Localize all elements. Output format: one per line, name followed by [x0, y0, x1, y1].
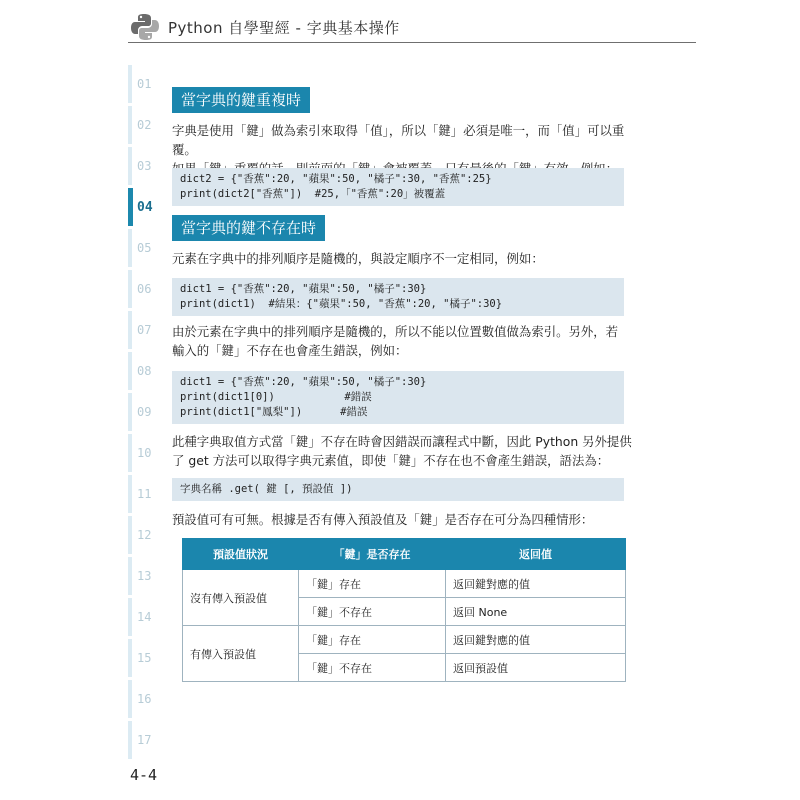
paragraph-2: [172, 249, 632, 268]
code-line: dict2 = {"香蕉":20, "蘋果":50, "橘子":30, "香蕉":25}: [180, 173, 492, 185]
chapter-tab-label: 17: [137, 733, 152, 747]
table-header-cell: 返回值: [446, 539, 626, 570]
table-group-label: 有傳入預設值: [183, 626, 299, 682]
code-line: print(dict2["香蕉"]) #25,「"香蕉":20」被覆蓋: [180, 188, 446, 200]
chapter-tab-label: 08: [137, 364, 152, 378]
section-heading-duplicate-keys: 當字典的鍵重複時: [172, 87, 310, 113]
table-group-label: 沒有傳入預設值: [183, 570, 299, 626]
chapter-tab-13[interactable]: [128, 557, 158, 595]
chapter-tab-label: 03: [137, 159, 152, 173]
code-line: print(dict1) #結果：{"蘋果":50, "香蕉":20, "橘子":30}: [180, 298, 503, 310]
chapter-tab-label: 04: [137, 200, 153, 215]
chapter-tab-03[interactable]: [128, 147, 158, 185]
chapter-tab-14[interactable]: [128, 598, 158, 636]
chapter-tab-15[interactable]: [128, 639, 158, 677]
chapter-tab-label: 16: [137, 692, 152, 706]
paragraph-line: 字典是使用「鍵」做為索引來取得「值」，所以「鍵」必須是唯一，而「值」可以重覆。: [172, 123, 625, 157]
code-block-2: [172, 278, 624, 316]
paragraph-line: 輸入的「鍵」不存在也會產生錯誤，例如：: [172, 343, 408, 358]
code-line: dict1 = {"香蕉":20, "蘋果":50, "橘子":30}: [180, 283, 427, 295]
chapter-tab-label: 10: [137, 446, 152, 460]
chapter-tab-07[interactable]: [128, 311, 158, 349]
table-row: [183, 626, 626, 654]
header-title: Python 自學聖經 - 字典基本操作: [168, 19, 400, 37]
code-line: print(dict1["鳳梨"]) #錯誤: [180, 406, 368, 418]
get-method-table: [182, 538, 626, 682]
python-logo-icon: [130, 12, 160, 42]
chapter-tab-11[interactable]: [128, 475, 158, 513]
code-line: 字典名稱 .get( 鍵 [, 預設值 ]): [180, 483, 353, 495]
chapter-tab-16[interactable]: [128, 680, 158, 718]
code-block-1: [172, 168, 624, 206]
chapter-tabs: [128, 65, 158, 762]
table-cell: 「鍵」不存在: [299, 598, 446, 626]
code-block-3: [172, 371, 624, 424]
chapter-tab-label: 12: [137, 528, 152, 542]
chapter-tab-08[interactable]: [128, 352, 158, 390]
chapter-tab-04[interactable]: [128, 188, 158, 226]
paragraph-4: [172, 432, 632, 470]
table-cell: 「鍵」存在: [299, 570, 446, 598]
chapter-tab-label: 13: [137, 569, 152, 583]
table-cell: 返回 None: [446, 598, 626, 626]
table-cell: 返回鍵對應的值: [446, 626, 626, 654]
table-cell: 「鍵」不存在: [299, 654, 446, 682]
page-number: 4-4: [130, 766, 158, 784]
table-header-cell: 預設值狀況: [183, 539, 299, 570]
table-cell: 返回鍵對應的值: [446, 570, 626, 598]
table-cell: 「鍵」存在: [299, 626, 446, 654]
chapter-tab-12[interactable]: [128, 516, 158, 554]
code-line: print(dict1[0]) #錯誤: [180, 391, 372, 403]
chapter-tab-label: 15: [137, 651, 152, 665]
code-block-syntax: [172, 478, 624, 501]
table-cell: 返回預設值: [446, 654, 626, 682]
table-header-row: [183, 539, 626, 570]
page-header: [128, 10, 696, 43]
paragraph-line: 元素在字典中的排列順序是隨機的，與設定順序不一定相同，例如：: [172, 251, 544, 266]
chapter-tab-label: 09: [137, 405, 152, 419]
chapter-tab-06[interactable]: [128, 270, 158, 308]
paragraph-line: 預設值可有可無。根據是否有傳入預設值及「鍵」是否存在可分為四種情形：: [172, 512, 594, 527]
table-row: [183, 570, 626, 598]
paragraph-line: 此種字典取值方式當「鍵」不存在時會因錯誤而讓程式中斷，因此 Python 另外提供: [172, 434, 632, 449]
chapter-tab-label: 02: [137, 118, 152, 132]
paragraph-5: [172, 510, 632, 529]
chapter-tab-05[interactable]: [128, 229, 158, 267]
chapter-tab-01[interactable]: [128, 65, 158, 103]
chapter-tab-09[interactable]: [128, 393, 158, 431]
chapter-tab-label: 11: [137, 487, 152, 501]
chapter-tab-label: 07: [137, 323, 152, 337]
chapter-tab-label: 06: [137, 282, 152, 296]
chapter-tab-label: 05: [137, 241, 152, 255]
paragraph-3: [172, 322, 632, 360]
paragraph-line: 由於元素在字典中的排列順序是隨機的，所以不能以位置數值做為索引。另外，若: [172, 324, 619, 339]
code-line: dict1 = {"香蕉":20, "蘋果":50, "橘子":30}: [180, 376, 427, 388]
paragraph-line: 了 get 方法可以取得字典元素值，即使「鍵」不存在也不會產生錯誤，語法為：: [172, 453, 610, 468]
table-header-cell: 「鍵」是否存在: [299, 539, 446, 570]
chapter-tab-10[interactable]: [128, 434, 158, 472]
chapter-tab-label: 14: [137, 610, 152, 624]
chapter-tab-02[interactable]: [128, 106, 158, 144]
chapter-tab-17[interactable]: [128, 721, 158, 759]
section-heading-missing-keys: 當字典的鍵不存在時: [172, 215, 325, 241]
chapter-tab-label: 01: [137, 77, 152, 91]
